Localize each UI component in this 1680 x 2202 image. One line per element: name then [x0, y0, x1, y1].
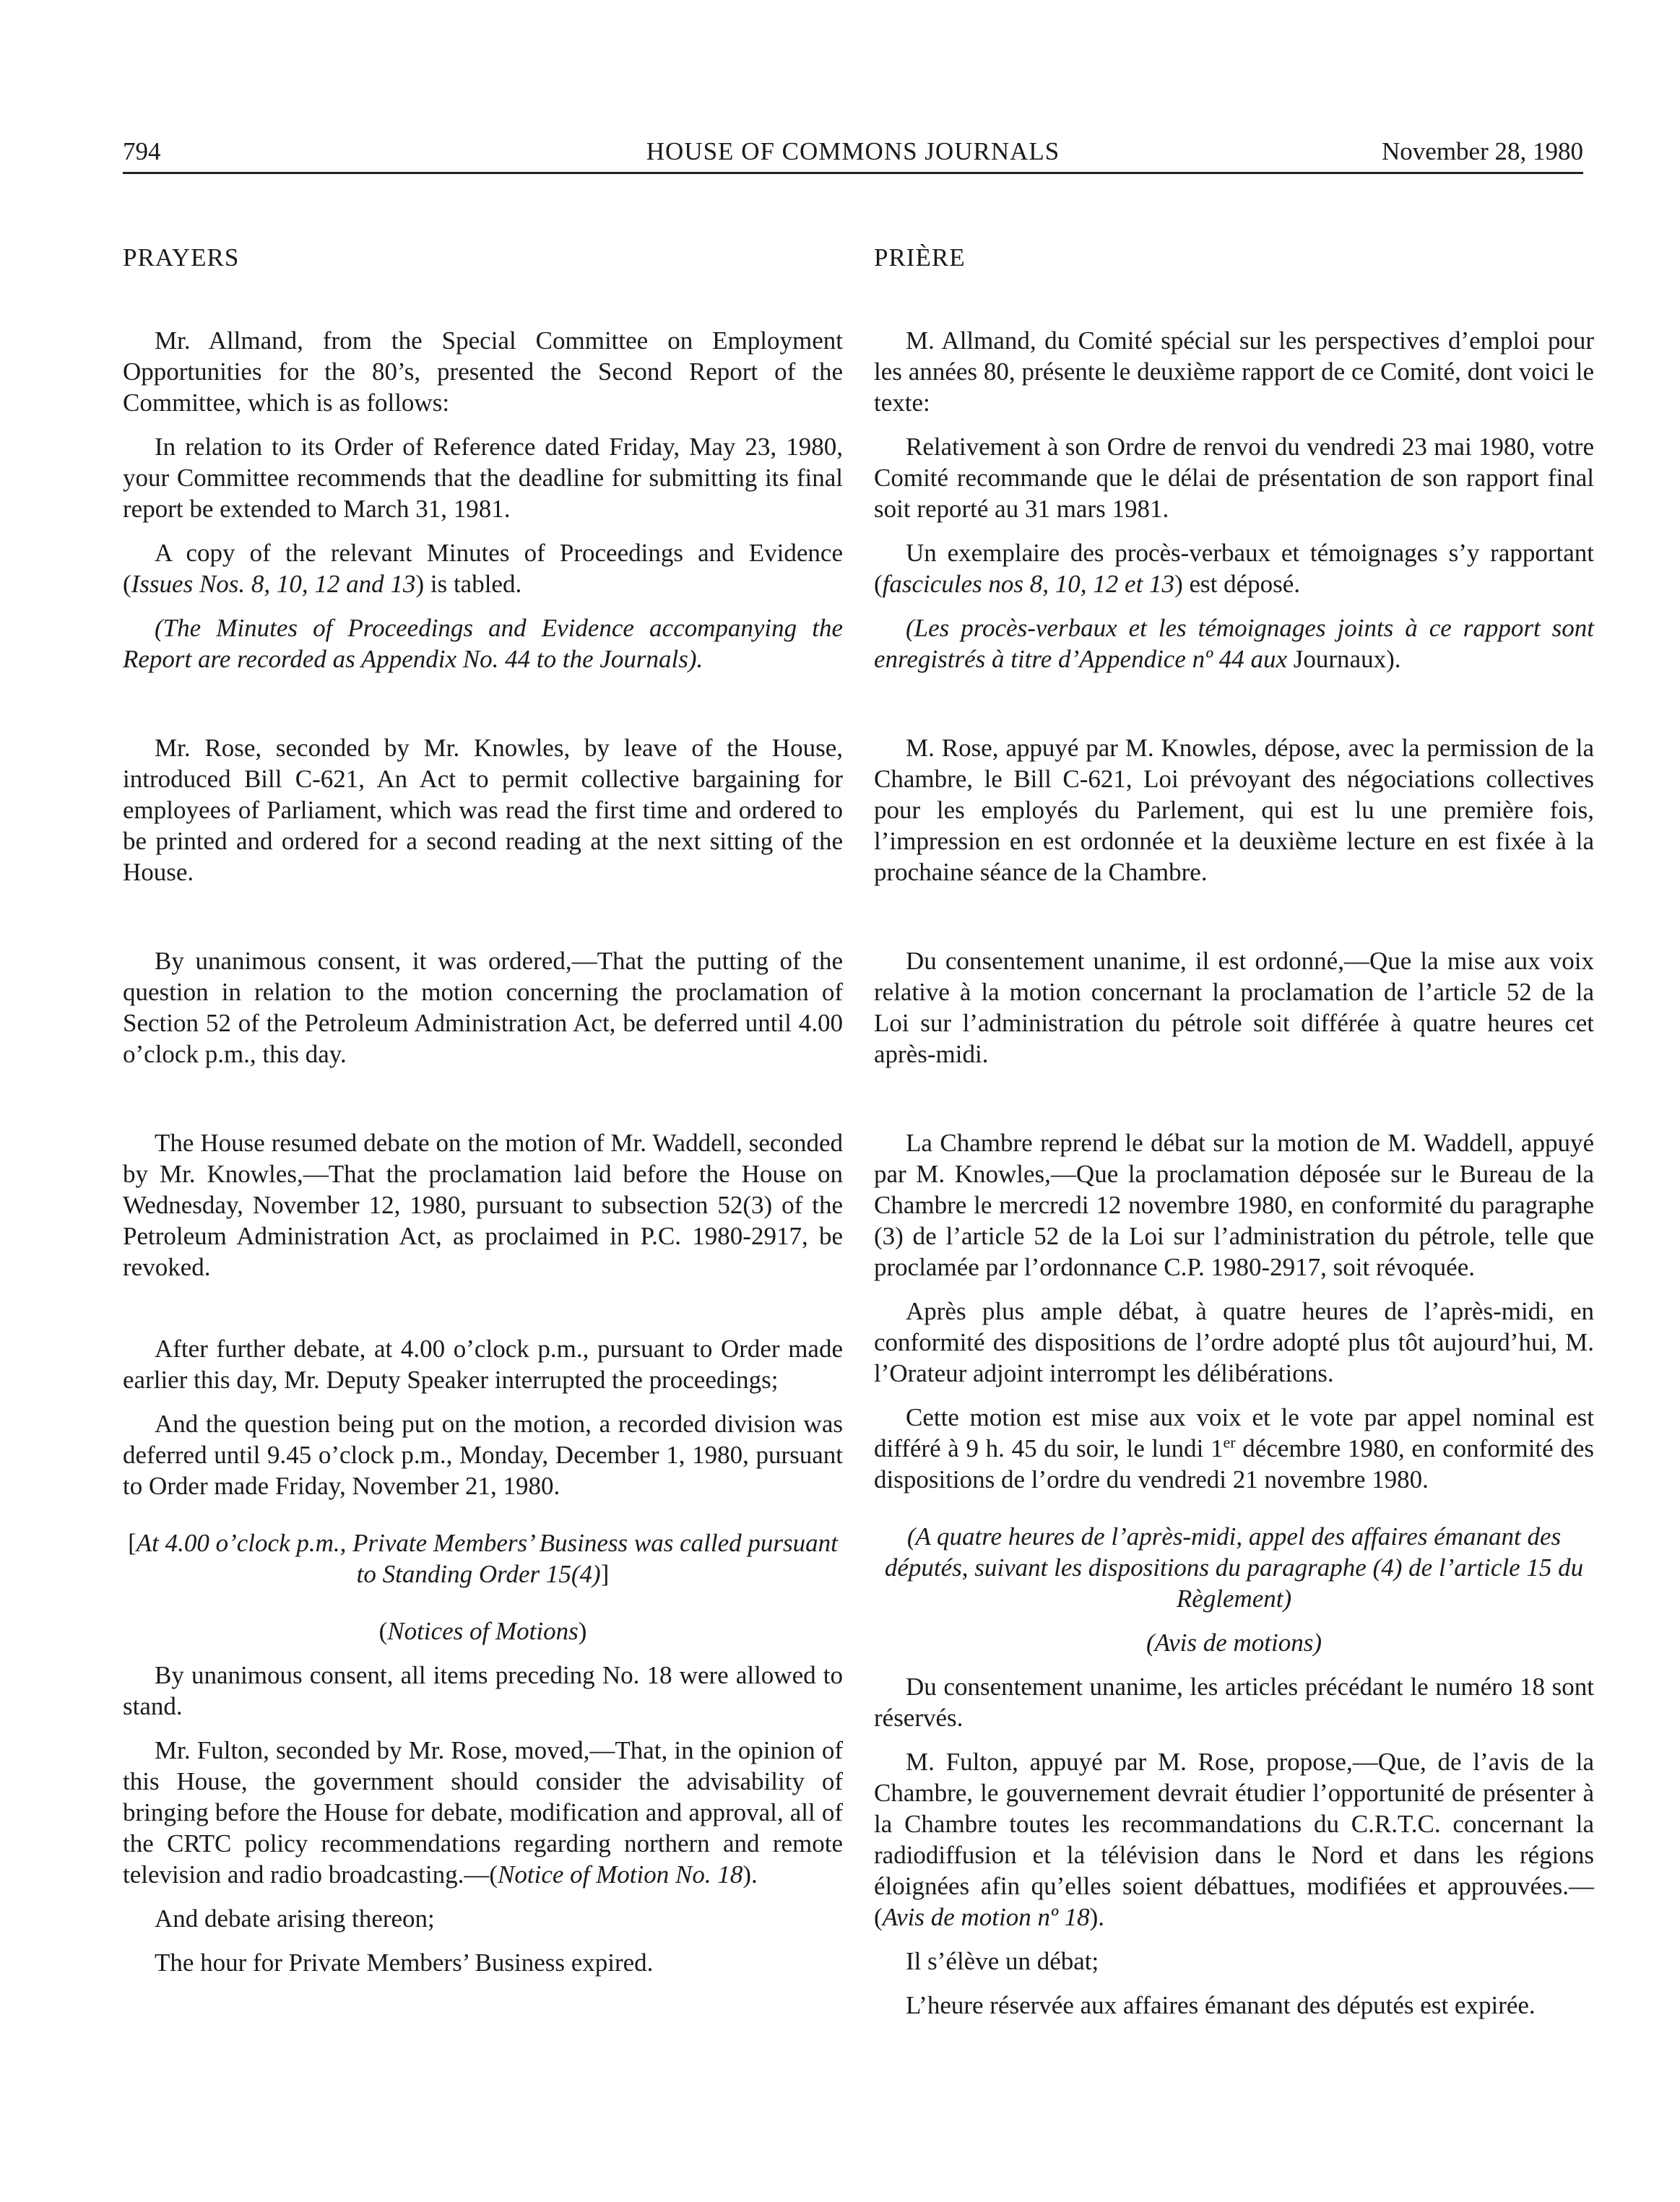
paragraph-plus-ample-debat: Après plus ample débat, à quatre heures de l’après-midi, en conformité des dispositions de l’ordre adopté plus tôt aujourd’hui, M. l’Orateur adjoint interrompt les délibérations. — [874, 1297, 1594, 1387]
journal-title: HOUSE OF COMMONS JOURNALS — [646, 137, 1060, 165]
paragraph-items-stand: By unanimous consent, all items preceding No. 18 were allowed to stand. — [123, 1661, 843, 1720]
paragraph-order-of-reference: In relation to its Order of Reference dated Friday, May 23, 1980, your Committee recommends that the deadline for submitting its final report be extended to March 31, 1981. — [123, 433, 843, 523]
paragraph-affaires-deputes: (A quatre heures de l’après-midi, appel des affaires émanant des députés, suivant les dispositions du paragraphe (4) de l’article 15 du Règlement) — [884, 1522, 1584, 1613]
paragraph-debate-arising: And debate arising thereon; — [155, 1904, 435, 1933]
section-heading-prayers: PRAYERS — [123, 243, 240, 272]
paragraph-exemplaire-depose: Un exemplaire des procès-verbaux et témoignages s’y rapportant (fascicules nos 8, 10, 12 et 13) est déposé. — [874, 539, 1594, 598]
paragraph-committee-report: Mr. Allmand, from the Special Committee on Employment Opportunities for the 80’s, presented the Second Report of the Committee, which is as follows: — [123, 326, 843, 417]
paragraph-rapport-comite: M. Allmand, du Comité spécial sur les perspectives d’emploi pour les années 80, présente le deuxième rapport de ce Comité, dont voici le texte: — [874, 326, 1594, 417]
english-column — [123, 242, 843, 1991]
paragraph-heure-expiree: L’heure réservée aux affaires émanant des députés est expirée. — [906, 1991, 1536, 2019]
paragraph-private-members-called: [At 4.00 o’clock p.m., Private Members’ Business was called pursuant to Standing Order 15(4)] — [128, 1529, 838, 1588]
paragraph-debat-fr: Il s’élève un débat; — [906, 1947, 1099, 1975]
paragraph-hour-expired: The hour for Private Members’ Business expired. — [155, 1949, 654, 1977]
paragraph-unanimous-consent: By unanimous consent, it was ordered,—That the putting of the question in relation to the motion concerning the proclamation of Section 52 of the Petroleum Administration Act, be deferred until 4.00 o’clock p.m., this day. — [123, 947, 843, 1068]
section-heading-priere: PRIÈRE — [874, 243, 966, 272]
paragraph-articles-reserves: Du consentement unanime, les articles précédant le numéro 18 sont réservés. — [874, 1673, 1594, 1732]
paragraph-bill-c621: Mr. Rose, seconded by Mr. Knowles, by leave of the House, introduced Bill C-621, An Act to permit collective bargaining for employees of Parliament, which was read the first time and ordered to be printed and ordered for a second reading at the next sitting of the House. — [123, 734, 843, 886]
paragraph-consentement-unanime: Du consentement unanime, il est ordonné,—Que la mise aux voix relative à la motion concernant la proclamation de l’article 52 de la Loi sur l’administration du pétrole soit différée à quatre heures cet après-midi. — [874, 947, 1594, 1068]
subheading-notices-of-motions: (Notices of Motions) — [378, 1617, 587, 1645]
paragraph-recorded-division: And the question being put on the motion, a recorded division was deferred until 9.45 o’clock p.m., Monday, December 1, 1980, pursuant to Order made Friday, November 21, 1980. — [123, 1410, 843, 1500]
paragraph-ordre-de-renvoi: Relativement à son Ordre de renvoi du vendredi 23 mai 1980, votre Comité recommande que le délai de présentation de son rapport final soit reporté au 31 mars 1981. — [874, 433, 1594, 523]
page-header — [123, 131, 1583, 174]
paragraph-minutes-tabled: A copy of the relevant Minutes of Proceedings and Evidence (Issues Nos. 8, 10, 12 and 13) is tabled. — [123, 539, 843, 598]
paragraph-fulton-motion: Mr. Fulton, seconded by Mr. Rose, moved,—That, in the opinion of this House, the government should consider the advisability of bringing before the House for debate, modification and approval, all of the CRTC policy recommendations regarding northern and remote television and radio broadcasting.—(Notice of Motion No. 18). — [123, 1736, 843, 1889]
paragraph-vote-differe: Cette motion est mise aux voix et le vote par appel nominal est différé à 9 h. 45 du soir, le lundi 1er décembre 1980, en conformité des dispositions de l’ordre du vendredi 21 novembre 1980. — [874, 1403, 1595, 1494]
paragraph-reprise-debat: La Chambre reprend le débat sur la motion de M. Waddell, appuyé par M. Knowles,—Que la proclamation déposée sur le Bureau de la Chambre le mercredi 12 novembre 1980, en conformité du paragraphe (3) de l’article 52 de la Loi sur l’administration du pétrole, telle que proclamée par l’ordonnance C.P. 1980-2917, soit révoquée. — [874, 1129, 1594, 1281]
paragraph-note-appendice: (Les procès-verbaux et les témoignages joints à ce rapport sont enregistrés à titre d’Appendice nº 44 aux Journaux). — [874, 614, 1594, 673]
paragraph-further-debate: After further debate, at 4.00 o’clock p.m., pursuant to Order made earlier this day, Mr. Deputy Speaker interrupted the proceedings; — [123, 1335, 843, 1394]
paragraph-bill-c621-fr: M. Rose, appuyé par M. Knowles, dépose, avec la permission de la Chambre, le Bill C-621, Loi prévoyant des négociations collectives pour les employés du Parlement, qui est lu une première fois, l’impression en est ordonnée et la deuxième lecture en est fixée à la prochaine séance de la Chambre. — [874, 734, 1594, 886]
page-number: 794 — [123, 137, 161, 165]
subheading-avis-de-motions: (Avis de motions) — [1146, 1629, 1322, 1657]
paragraph-resumed-debate: The House resumed debate on the motion of Mr. Waddell, seconded by Mr. Knowles,—That the proclamation laid before the House on Wednesday, November 12, 1980, pursuant to subsection 52(3) of the Petroleum Administration Act, as proclaimed in P.C. 1980-2917, be revoked. — [123, 1129, 843, 1281]
french-column — [874, 242, 1594, 2034]
paragraph-motion-fulton-fr: M. Fulton, appuyé par M. Rose, propose,—Que, de l’avis de la Chambre, le gouvernement devrait étudier l’opportunité de présenter à la Chambre toutes les recommandations du C.R.T.C. concernant la radiodiffusion et la télévision dans le Nord et dans les régions éloignées afin qu’elles soient débattues, modifiées et approuvées.—(Avis de motion nº 18). — [874, 1748, 1594, 1931]
journal-date: November 28, 1980 — [1382, 137, 1583, 165]
paragraph-appendix-note: (The Minutes of Proceedings and Evidence accompanying the Report are recorded as Appendix No. 44 to the Journals). — [123, 614, 843, 673]
